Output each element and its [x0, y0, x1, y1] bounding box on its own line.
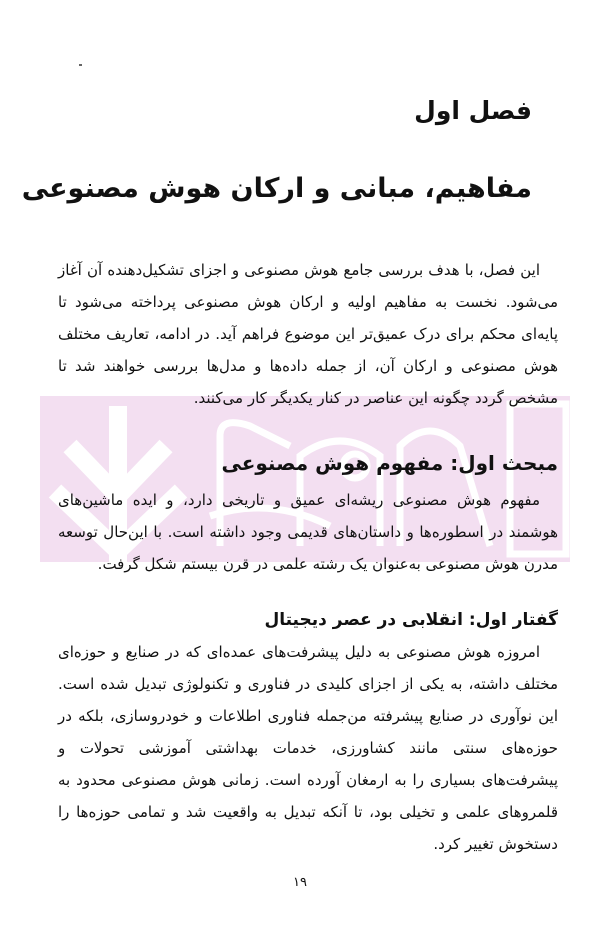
section-heading: مبحث اول: مفهوم هوش مصنوعی — [221, 451, 558, 475]
page-number: ۱۹ — [293, 875, 307, 890]
intro-paragraph-text: این فصل، با هدف بررسی جامع هوش مصنوعی و اجزای تشکیل‌دهنده آن آغاز می‌شود. نخست به مفاهیم اولیه و ارکان هوش مصنوعی پرداخته می‌شود تا پایه‌ای محکم برای درک عمیق‌تر این موضوع فراهم آید. در ادامه، تعاریف مختلف هوش مصنوعی و ارکان آن، از جمله داده‌ها و مدل‌ها بررسی خواهند شد تا مشخص گردد چگونه این عناصر در کنار یکدیگر کار می‌کنند. — [58, 261, 558, 407]
chapter-title: مفاهیم، مبانی و ارکان هوش مصنوعی — [21, 173, 532, 204]
chapter-label: فصل اول — [414, 96, 532, 125]
intro-paragraph — [58, 254, 558, 414]
subsection-heading: گفتار اول: انقلابی در عصر دیجیتال — [264, 610, 558, 630]
section-paragraph — [58, 484, 558, 580]
section-paragraph-text: مفهوم هوش مصنوعی ریشه‌ای عمیق و تاریخی دارد، و ایده ماشین‌های هوشمند در اسطوره‌ها و داستان‌های قدیمی وجود داشته است. با این‌حال توسعه مدرن هوش مصنوعی به‌عنوان یک رشته علمی در قرن بیستم شکل گرفت. — [58, 491, 558, 573]
subsection-paragraph-text: امروزه هوش مصنوعی به دلیل پیشرفت‌های عمده‌ای که در صنایع و حوزه‌ای مختلف داشته، به یکی از اجزای کلیدی در فناوری و تکنولوژی تبدیل شده است. این نوآوری در صنایع پیشرفته من‌جمله فناوری اطلاعات و خودروسازی، بلکه در حوزه‌های سنتی مانند کشاورزی، خدمات بهداشتی آموزشی تحولات و پیشرفت‌های بسیاری را به ارمغان آورده است. زمانی هوش مصنوعی محدود به قلمروهای علمی و تخیلی بود، تا آنکه تبدیل به واقعیت شد و تمامی حوزه‌ها را دستخوش تغییر کرد. — [58, 643, 558, 853]
subsection-paragraph — [58, 636, 558, 860]
